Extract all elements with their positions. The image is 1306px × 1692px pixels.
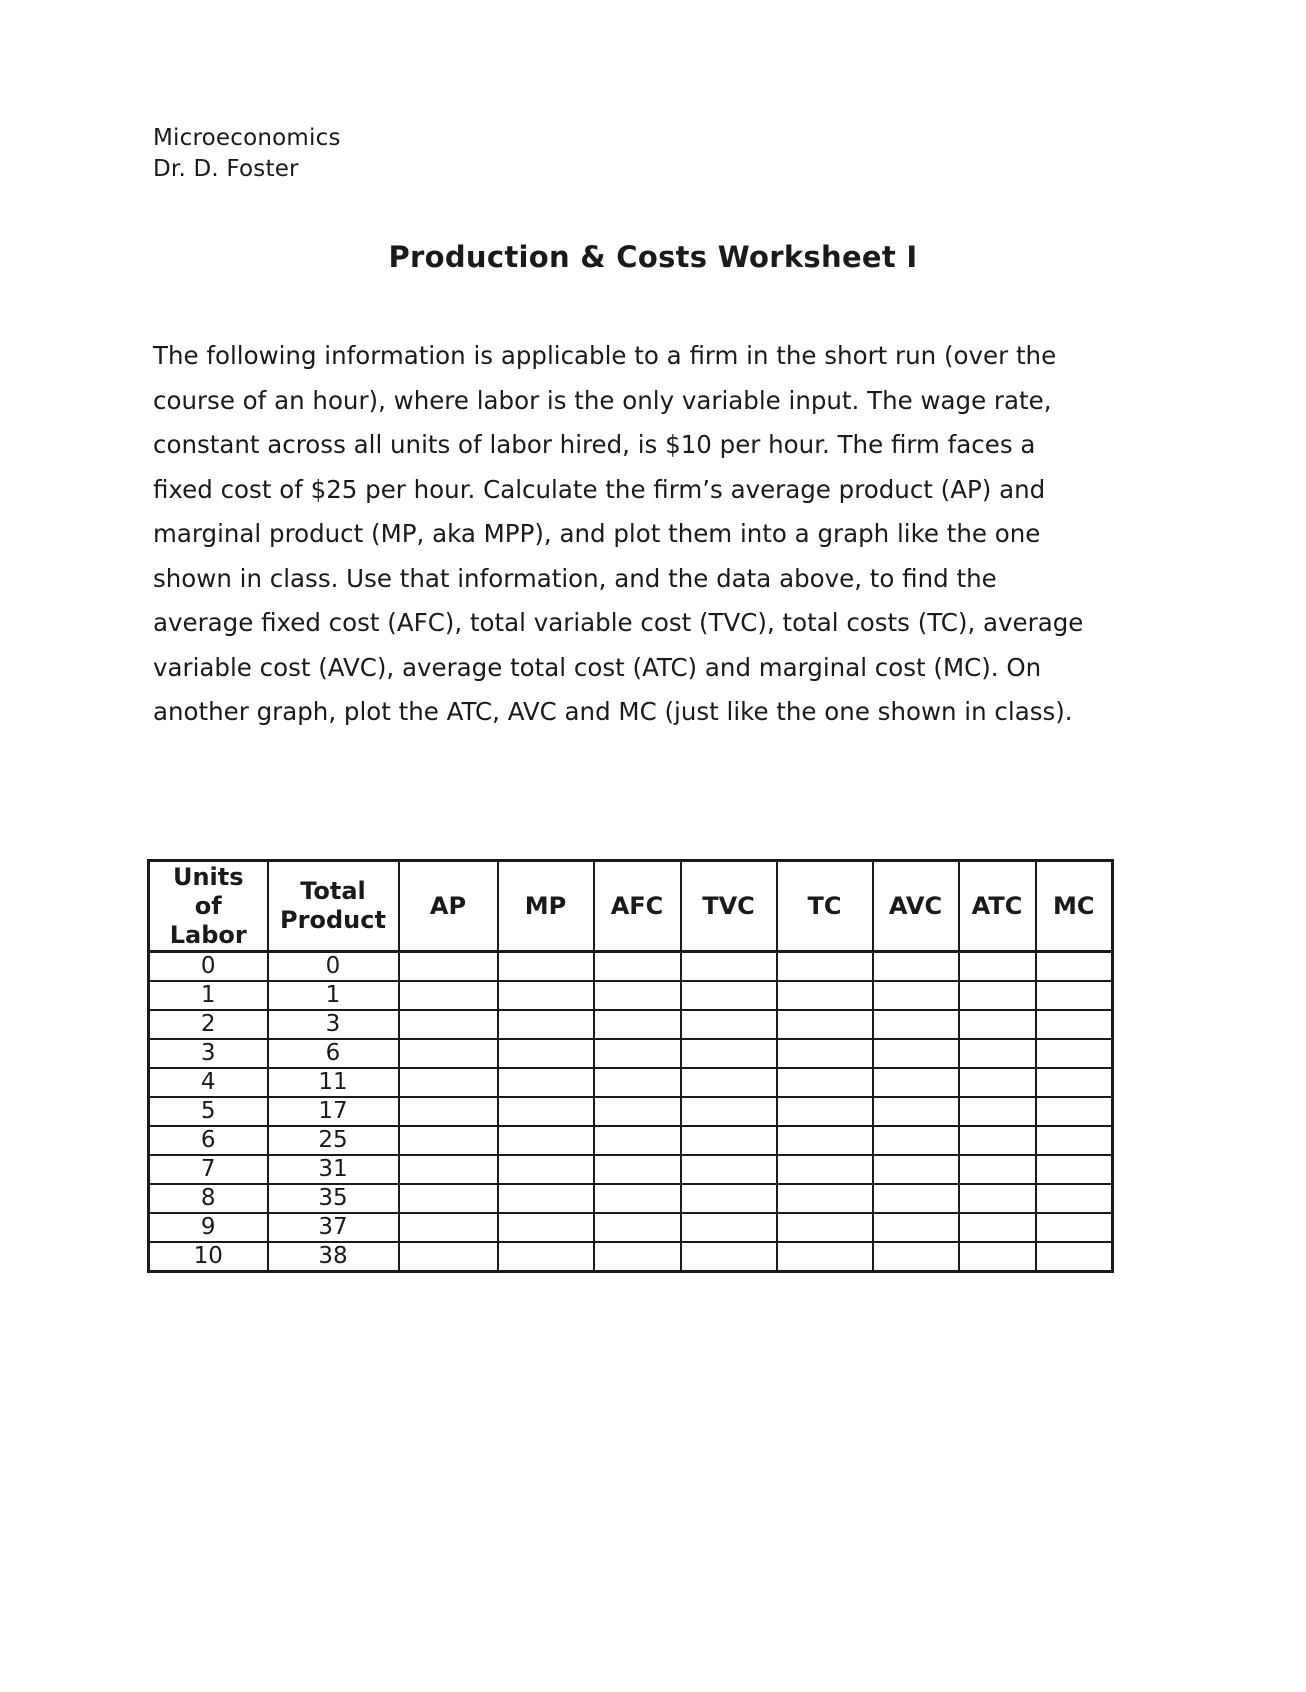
cell-tc-blank: [777, 1155, 873, 1184]
cell-tc-blank: [777, 1010, 873, 1039]
cell-ap-blank: [399, 1010, 498, 1039]
cell-atc-blank: [959, 1126, 1036, 1155]
instructor-name: Dr. D. Foster: [153, 156, 299, 182]
cell-afc-blank: [594, 1039, 681, 1068]
cell-avc-blank: [873, 1068, 959, 1097]
cell-mp-blank: [498, 952, 594, 982]
cell-total-product: 37: [268, 1213, 399, 1242]
cell-mc-blank: [1036, 1155, 1113, 1184]
table-row: [149, 1155, 1113, 1184]
cell-avc-blank: [873, 1242, 959, 1272]
header-units-of-labor: [149, 861, 268, 952]
cell-mp-blank: [498, 981, 594, 1010]
cell-atc-blank: [959, 1010, 1036, 1039]
instruction-line: another graph, plot the ATC, AVC and MC (just like the one shown in class).: [153, 697, 1073, 726]
header-mc: MC: [1036, 861, 1113, 952]
cell-tc-blank: [777, 1068, 873, 1097]
cell-avc-blank: [873, 1039, 959, 1068]
cell-tc-blank: [777, 981, 873, 1010]
cell-afc-blank: [594, 981, 681, 1010]
cell-tvc-blank: [681, 1068, 777, 1097]
cell-afc-blank: [594, 1155, 681, 1184]
cell-afc-blank: [594, 1184, 681, 1213]
cell-tc-blank: [777, 1242, 873, 1272]
instruction-line: average fixed cost (AFC), total variable cost (TVC), total costs (TC), average: [153, 608, 1084, 637]
cell-avc-blank: [873, 1097, 959, 1126]
cell-atc-blank: [959, 1155, 1036, 1184]
cell-units-of-labor: 0: [149, 952, 268, 982]
cell-avc-blank: [873, 1126, 959, 1155]
cell-tc-blank: [777, 1097, 873, 1126]
cell-tvc-blank: [681, 1213, 777, 1242]
cell-ap-blank: [399, 1068, 498, 1097]
cell-tvc-blank: [681, 981, 777, 1010]
cell-units-of-labor: 4: [149, 1068, 268, 1097]
cell-total-product: 38: [268, 1242, 399, 1272]
cell-tvc-blank: [681, 1039, 777, 1068]
instruction-line: constant across all units of labor hired, is $10 per hour. The firm faces a: [153, 430, 1036, 459]
instruction-line: The following information is applicable to a firm in the short run (over the: [153, 341, 1057, 370]
cell-mc-blank: [1036, 1213, 1113, 1242]
cell-tc-blank: [777, 1213, 873, 1242]
cell-ap-blank: [399, 1039, 498, 1068]
cell-mc-blank: [1036, 1097, 1113, 1126]
cell-afc-blank: [594, 1126, 681, 1155]
instructions-paragraph: [153, 334, 1163, 735]
header-tvc: TVC: [681, 861, 777, 952]
table-row: [149, 1097, 1113, 1126]
table-row: [149, 1184, 1113, 1213]
cell-atc-blank: [959, 952, 1036, 982]
cell-tvc-blank: [681, 1184, 777, 1213]
course-name: Microeconomics: [153, 125, 341, 151]
cell-ap-blank: [399, 1242, 498, 1272]
instruction-line: shown in class. Use that information, and the data above, to find the: [153, 563, 997, 593]
header-total-product: [268, 861, 399, 952]
cell-units-of-labor: 8: [149, 1184, 268, 1213]
cell-total-product: 1: [268, 981, 399, 1010]
header-afc: AFC: [594, 861, 681, 952]
cell-ap-blank: [399, 1213, 498, 1242]
table-row: [149, 952, 1113, 982]
table-row: [149, 1242, 1113, 1272]
table-row: [149, 1010, 1113, 1039]
worksheet-title: Production & Costs Worksheet I: [388, 240, 918, 274]
table-row: [149, 981, 1113, 1010]
cell-mc-blank: [1036, 952, 1113, 982]
document-header: [153, 123, 341, 185]
cell-atc-blank: [959, 1184, 1036, 1213]
header-line: Product: [280, 906, 386, 934]
header-line: Total: [300, 877, 366, 905]
cell-tvc-blank: [681, 1126, 777, 1155]
cell-units-of-labor: 1: [149, 981, 268, 1010]
instruction-line: variable cost (AVC), average total cost (ATC) and marginal cost (MC). On: [153, 652, 1042, 682]
cell-afc-blank: [594, 952, 681, 982]
cell-ap-blank: [399, 981, 498, 1010]
cell-mp-blank: [498, 1155, 594, 1184]
cell-avc-blank: [873, 1213, 959, 1242]
cell-ap-blank: [399, 1184, 498, 1213]
cell-atc-blank: [959, 1213, 1036, 1242]
cell-ap-blank: [399, 952, 498, 982]
cell-tvc-blank: [681, 1242, 777, 1272]
cell-afc-blank: [594, 1010, 681, 1039]
cell-mc-blank: [1036, 981, 1113, 1010]
cell-total-product: 17: [268, 1097, 399, 1126]
cell-afc-blank: [594, 1213, 681, 1242]
production-costs-table: [147, 859, 1114, 1273]
cell-mp-blank: [498, 1213, 594, 1242]
cell-atc-blank: [959, 1242, 1036, 1272]
cell-tvc-blank: [681, 1155, 777, 1184]
header-mp: MP: [498, 861, 594, 952]
cell-mc-blank: [1036, 1126, 1113, 1155]
cell-total-product: 25: [268, 1126, 399, 1155]
table-row: [149, 1126, 1113, 1155]
cell-atc-blank: [959, 1068, 1036, 1097]
instruction-line: marginal product (MP, aka MPP), and plot them into a graph like the one: [153, 519, 1041, 548]
cell-mp-blank: [498, 1010, 594, 1039]
table-body: [149, 952, 1113, 1272]
cell-atc-blank: [959, 981, 1036, 1010]
cell-tc-blank: [777, 1184, 873, 1213]
cell-mp-blank: [498, 1097, 594, 1126]
header-line: of: [194, 891, 222, 920]
cell-units-of-labor: 2: [149, 1010, 268, 1039]
header-line: Labor: [169, 920, 247, 949]
cell-mc-blank: [1036, 1010, 1113, 1039]
cell-mp-blank: [498, 1068, 594, 1097]
cell-tvc-blank: [681, 952, 777, 982]
cell-atc-blank: [959, 1039, 1036, 1068]
table-row: [149, 1068, 1113, 1097]
cell-avc-blank: [873, 1155, 959, 1184]
cell-afc-blank: [594, 1068, 681, 1097]
table-row: [149, 1039, 1113, 1068]
cell-total-product: 3: [268, 1010, 399, 1039]
cell-mp-blank: [498, 1126, 594, 1155]
cell-total-product: 35: [268, 1184, 399, 1213]
cell-total-product: 11: [268, 1068, 399, 1097]
cell-units-of-labor: 9: [149, 1213, 268, 1242]
cell-avc-blank: [873, 981, 959, 1010]
cell-ap-blank: [399, 1155, 498, 1184]
instruction-line: course of an hour), where labor is the only variable input. The wage rate,: [153, 385, 1052, 415]
cell-afc-blank: [594, 1097, 681, 1126]
cell-tvc-blank: [681, 1010, 777, 1039]
table-row: [149, 1213, 1113, 1242]
header-line: Units: [172, 862, 244, 891]
cell-mc-blank: [1036, 1184, 1113, 1213]
cell-total-product: 31: [268, 1155, 399, 1184]
cell-mc-blank: [1036, 1068, 1113, 1097]
cell-total-product: 0: [268, 952, 399, 982]
header-atc: ATC: [959, 861, 1036, 952]
cell-atc-blank: [959, 1097, 1036, 1126]
cell-ap-blank: [399, 1097, 498, 1126]
cell-avc-blank: [873, 1010, 959, 1039]
header-avc: AVC: [873, 861, 959, 952]
cell-ap-blank: [399, 1126, 498, 1155]
cell-tc-blank: [777, 952, 873, 982]
cell-mp-blank: [498, 1242, 594, 1272]
cell-mc-blank: [1036, 1039, 1113, 1068]
cell-units-of-labor: 3: [149, 1039, 268, 1068]
cell-units-of-labor: 10: [149, 1242, 268, 1272]
cell-total-product: 6: [268, 1039, 399, 1068]
instruction-line: fixed cost of $25 per hour. Calculate the firm’s average product (AP) and: [153, 474, 1046, 504]
cell-avc-blank: [873, 1184, 959, 1213]
cell-tc-blank: [777, 1126, 873, 1155]
cell-units-of-labor: 7: [149, 1155, 268, 1184]
cell-units-of-labor: 5: [149, 1097, 268, 1126]
header-tc: TC: [777, 861, 873, 952]
cell-tc-blank: [777, 1039, 873, 1068]
cell-afc-blank: [594, 1242, 681, 1272]
table-header-row: [149, 861, 1113, 952]
cell-tvc-blank: [681, 1097, 777, 1126]
cell-units-of-labor: 6: [149, 1126, 268, 1155]
header-ap: AP: [399, 861, 498, 952]
cell-avc-blank: [873, 952, 959, 982]
cell-mp-blank: [498, 1039, 594, 1068]
cell-mp-blank: [498, 1184, 594, 1213]
cell-mc-blank: [1036, 1242, 1113, 1272]
